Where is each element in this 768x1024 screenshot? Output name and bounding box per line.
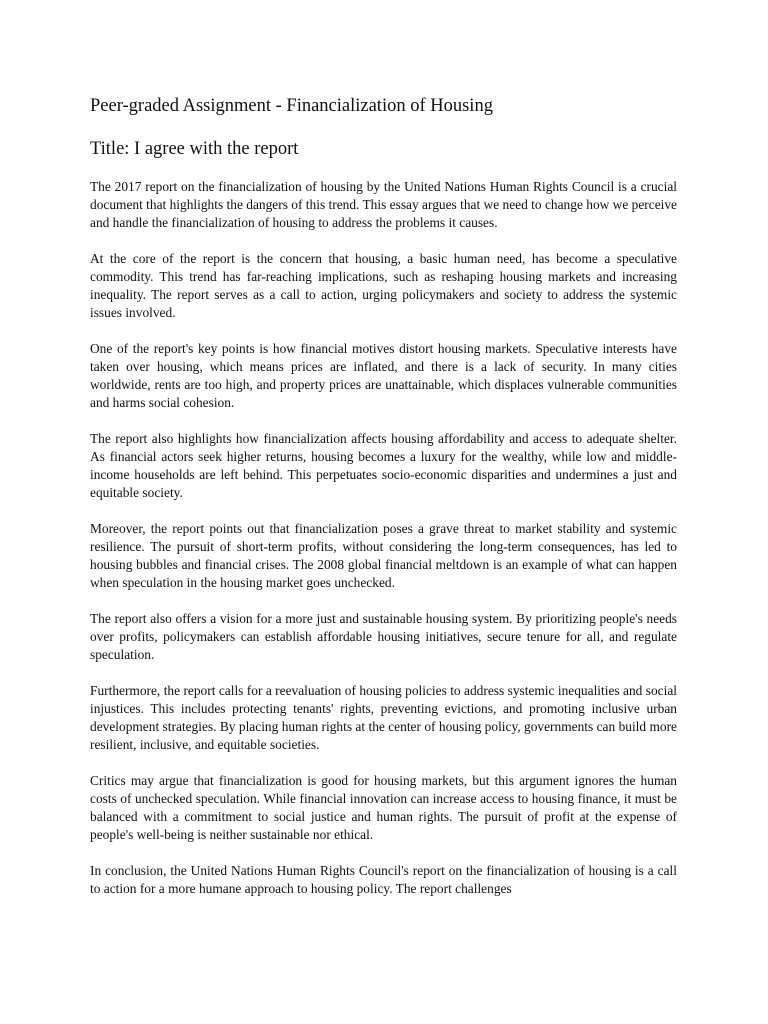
paragraph-policy-reevaluation: Furthermore, the report calls for a reevaluation of housing policies to address systemic inequalities and social injustices. This includes protecting tenants' rights, preventing evictions, and promoting inclusive urban development strategies. By placing human rights at the center of housing policy, governments can build more resilient, inclusive, and equitable societies. [90,683,677,752]
paragraph-financial-motives: One of the report's key points is how financial motives distort housing markets. Speculative interests have taken over housing, which means prices are inflated, and there is a lack of security. In many cities worldwide, rents are too high, and property prices are unattainable, which displaces vulnerable communities and harms social cohesion. [90,341,677,410]
paragraph-critics: Critics may argue that financialization is good for housing markets, but this argument ignores the human costs of unchecked speculation. While financial innovation can increase access to housing finance, it must be balanced with a commitment to social justice and human rights. The pursuit of profit at the expense of people's well-being is neither sustainable nor ethical. [90,773,677,842]
paragraph-intro: The 2017 report on the financialization of housing by the United Nations Human Rights Council is a crucial document that highlights the dangers of this trend. This essay argues that we need to change how we perceive and handle the financialization of housing to address the problems it causes. [90,179,677,230]
document-page [90,94,677,916]
paragraph-vision: The report also offers a vision for a more just and sustainable housing system. By prioritizing people's needs over profits, policymakers can establish affordable housing initiatives, secure tenure for all, and regulate speculation. [90,611,677,662]
paragraph-market-stability: Moreover, the report points out that financialization poses a grave threat to market stability and systemic resilience. The pursuit of short-term profits, without considering the long-term consequences, has led to housing bubbles and financial crises. The 2008 global financial meltdown is an example of what can happen when speculation in the housing market goes unchecked. [90,521,677,590]
paragraph-core-concern: At the core of the report is the concern that housing, a basic human need, has become a speculative commodity. This trend has far-reaching implications, such as reshaping housing markets and increasing inequality. The report serves as a call to action, urging policymakers and society to address the systemic issues involved. [90,251,677,320]
assignment-heading: Peer-graded Assignment - Financialization of Housing [90,96,493,116]
paragraph-conclusion: In conclusion, the United Nations Human Rights Council's report on the financialization of housing is a call to action for a more humane approach to housing policy. The report challenges [90,863,677,896]
paragraph-affordability: The report also highlights how financialization affects housing affordability and access to adequate shelter. As financial actors seek higher returns, housing becomes a luxury for the wealthy, while low and middle-income households are left behind. This perpetuates socio-economic disparities and undermines a just and equitable society. [90,431,677,500]
essay-title: Title: I agree with the report [90,139,299,159]
